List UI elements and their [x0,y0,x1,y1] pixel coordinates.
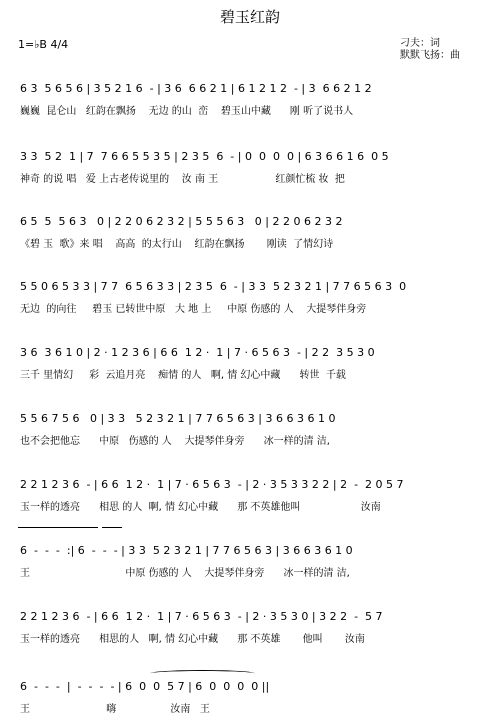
notation-line: 6 - - - | - - - - | 6 0 0 5 7 | 6 0 0 0 0 || [20,680,270,693]
notation-line: 2 2 1 2 3 6 - | 6 6 1 2 · 1 | 7 · 6 5 6 3 - | 2 · 3 5 3 3 2 2 | 2 - 2 0 5 7 [20,478,404,491]
volta-bracket [102,527,122,528]
lyrics-line: 也不会把他忘 中原 伤感的 人 大提琴伴身旁 冰一样的清 洁, [20,436,330,447]
lyrics-line: 玉一样的透亮 相思的人 啊, 情 幻心中藏 那 不英雄 他叫 汝南 [20,634,365,645]
key-signature: 1=♭B 4/4 [18,38,69,51]
notation-line: 5 5 6 7 5 6 0 | 3 3 5 2 3 2 1 | 7 7 6 5 6 3 | 3 6 6 3 6 1 0 [20,412,336,425]
notation-line: 6 3 5 6 5 6 | 3 5 2 1 6 - | 3 6 6 6 2 1 | 6 1 2 1 2 - | 3 6 6 2 1 2 [20,82,372,95]
lyrics-line: 王 中原 伤感的 人 大提琴伴身旁 冰一样的清 洁, [20,568,350,579]
lyrics-line: 玉一样的透亮 相思 的人 啊, 情 幻心中藏 那 不英雄他叫 汝南 [20,502,381,513]
notation-line: 3 6 3 6 1 0 | 2 · 1 2 3 6 | 6 6 1 2 · 1 | 7 · 6 5 6 3 - | 2 2 3 5 3 0 [20,346,375,359]
notation-line: 5 5 0 6 5 3 3 | 7 7 6 5 6 3 3 | 2 3 5 6 - | 3 3 5 2 3 2 1 | 7 7 6 5 6 3 0 [20,280,407,293]
lyrics-line: 《碧 玉 歌》来 唱 高高 的太行山 红韵在飘扬 刚读 了情幻诗 [20,239,334,250]
lyrics-line: 神奇 的说 唱 爱 上古老传说里的 汝 南 王 红颜忙梳 妆 把 [20,174,345,185]
notation-line: 6 - - - :| 6 - - - | 3 3 5 2 3 2 1 | 7 7 6 5 6 3 | 3 6 6 3 6 1 0 [20,544,353,557]
lyrics-line: 无边 的向往 碧玉 已转世中原 大 地 上 中原 伤感的 人 大提琴伴身旁 [20,304,367,315]
lyrics-line: 三千 里情幻 彩 云追月亮 痴情 的人 啊, 情 幻心中藏 转世 千载 [20,370,346,381]
lyrics-line: 王 嗨 汝南 王 [20,704,210,715]
notation-line: 6 5 5 5 6 3 0 | 2 2 0 6 2 3 2 | 5 5 5 6 3 0 | 2 2 0 6 2 3 2 [20,215,343,228]
lyricist-credit: 刁夫：词 [400,38,440,49]
slur-mark [150,670,255,677]
composer-credit: 默默飞扬：曲 [400,50,460,61]
lyrics-line: 巍巍 昆仑山 红韵在飘扬 无边 的山 峦 碧玉山中藏 刚 听了说书人 [20,106,354,117]
volta-bracket [18,527,98,528]
notation-line: 2 2 1 2 3 6 - | 6 6 1 2 · 1 | 7 · 6 5 6 3 - | 2 · 3 5 3 0 | 3 2 2 - 5 7 [20,610,383,623]
song-title: 碧玉红韵 [219,8,280,26]
notation-line: 3 3 5 2 1 | 7 7 6 6 5 5 3 5 | 2 3 5 6 - | 0 0 0 0 | 6 3 6 6 1 6 0 5 [20,150,389,163]
